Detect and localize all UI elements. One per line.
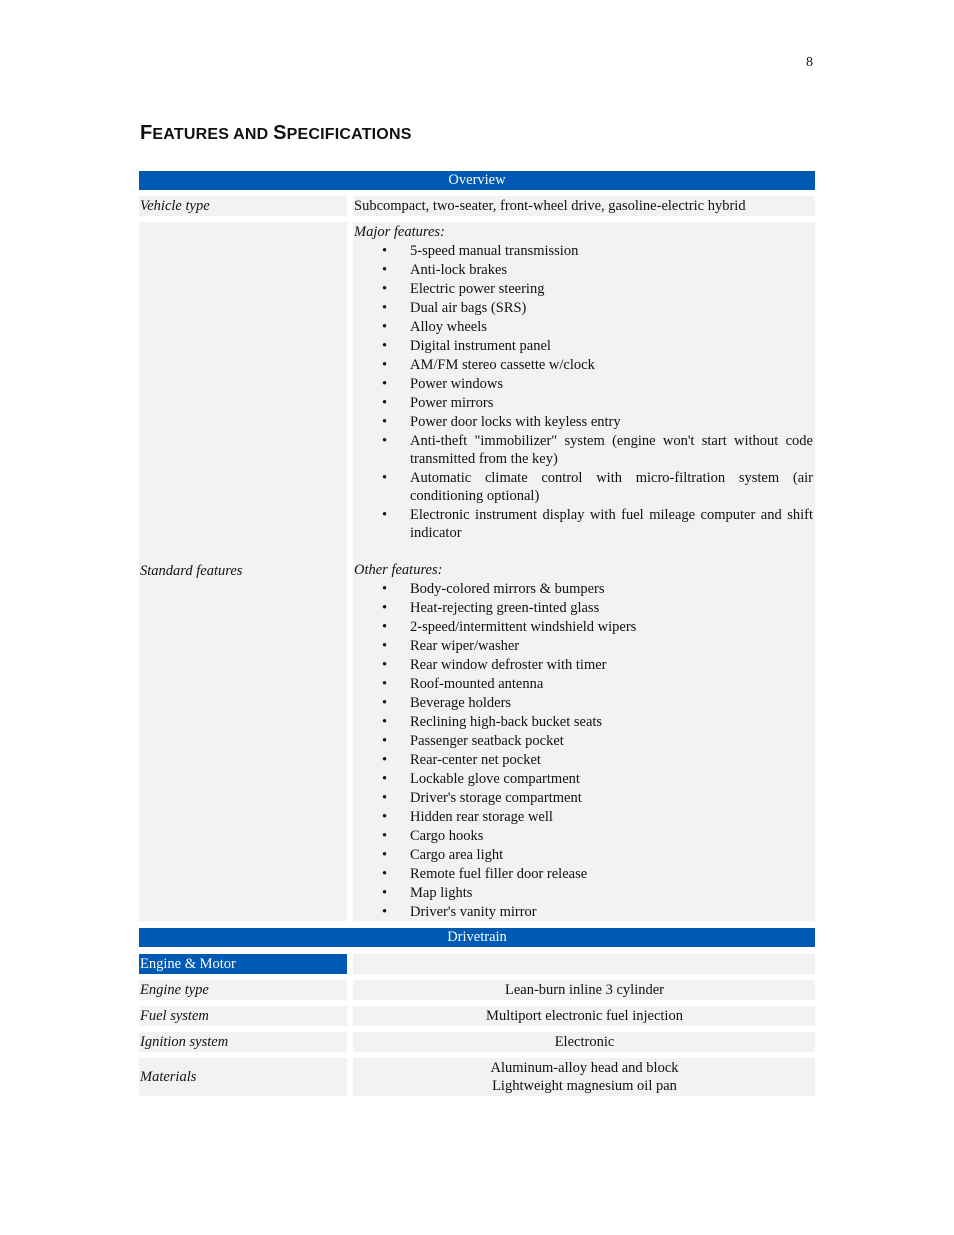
row-value [353,1006,815,1026]
feature-item: • Electronic instrument display with fuel mileage computer and shift indicator [354,506,813,542]
drivetrain-row [139,1032,815,1052]
engine-motor-subheader: Engine & Motor [139,954,347,974]
value-line: Multiport electronic fuel injection [486,1008,683,1024]
feature-item: • Rear-center net pocket [354,751,813,769]
feature-item: • Digital instrument panel [354,337,813,355]
row-label: Vehicle type [139,196,347,216]
feature-item: • Automatic climate control with micro-filtration system (air conditioning optional) [354,469,813,505]
row-label: Engine type [139,980,347,1000]
row-value [353,1058,815,1096]
feature-item: • Electric power steering [354,280,813,298]
value-line: Aluminum-alloy head and block [490,1060,679,1076]
standard-features-row [139,222,815,921]
feature-item: • AM/FM stereo cassette w/clock [354,356,813,374]
row-label: Materials [139,1058,347,1096]
value-line: Lean-burn inline 3 cylinder [504,982,665,998]
row-value [353,980,815,1000]
feature-item: • Anti-theft "immobilizer" system (engine won't start without code transmitted from the key) [354,432,813,468]
feature-item: • 5-speed manual transmission [354,242,813,260]
major-features-caption: Major features: [354,224,445,240]
value-line: Lightweight magnesium oil pan [492,1078,677,1094]
feature-item: • Power mirrors [354,394,813,412]
feature-item: • Passenger seatback pocket [354,732,813,750]
drivetrain-row [139,1058,815,1096]
value-line: Electronic [554,1034,615,1050]
feature-item: • Rear wiper/washer [354,637,813,655]
overview-header: Overview [139,171,815,190]
feature-item: • Alloy wheels [354,318,813,336]
drivetrain-row [139,1006,815,1026]
row-label: Ignition system [139,1032,347,1052]
feature-item: • Reclining high-back bucket seats [354,713,813,731]
feature-item: • Roof-mounted antenna [354,675,813,693]
drivetrain-row [139,980,815,1000]
other-features-caption: Other features: [354,562,443,578]
feature-item: • Power door locks with keyless entry [354,413,813,431]
page-number: 8 [806,55,813,70]
feature-item: • Power windows [354,375,813,393]
feature-item: • Remote fuel filler door release [354,865,813,883]
feature-item: • Cargo area light [354,846,813,864]
feature-item: • Rear window defroster with timer [354,656,813,674]
feature-item: • Anti-lock brakes [354,261,813,279]
feature-item: • Hidden rear storage well [354,808,813,826]
feature-item: • Heat-rejecting green-tinted glass [354,599,813,617]
engine-motor-subheader-row [139,954,815,974]
major-features-list [354,242,813,542]
feature-item: • Map lights [354,884,813,902]
feature-item: • Body-colored mirrors & bumpers [354,580,813,598]
feature-item: • Lockable glove compartment [354,770,813,788]
empty-cell [353,954,815,974]
feature-item: • Driver's storage compartment [354,789,813,807]
feature-item: • Driver's vanity mirror [354,903,813,921]
feature-item: • 2-speed/intermittent windshield wipers [354,618,813,636]
row-label: Standard features [139,222,347,921]
section-title: FEATURES AND SPECIFICATIONS [140,122,412,144]
other-features-list [354,580,813,921]
row-value [353,1032,815,1052]
drivetrain-header: Drivetrain [139,928,815,947]
features-list-cell [353,222,815,921]
row-label: Fuel system [139,1006,347,1026]
feature-item: • Cargo hooks [354,827,813,845]
row-value: Subcompact, two-seater, front-wheel drive, gasoline-electric hybrid [353,196,815,216]
feature-item: • Beverage holders [354,694,813,712]
feature-item: • Dual air bags (SRS) [354,299,813,317]
vehicle-type-row [139,196,815,216]
